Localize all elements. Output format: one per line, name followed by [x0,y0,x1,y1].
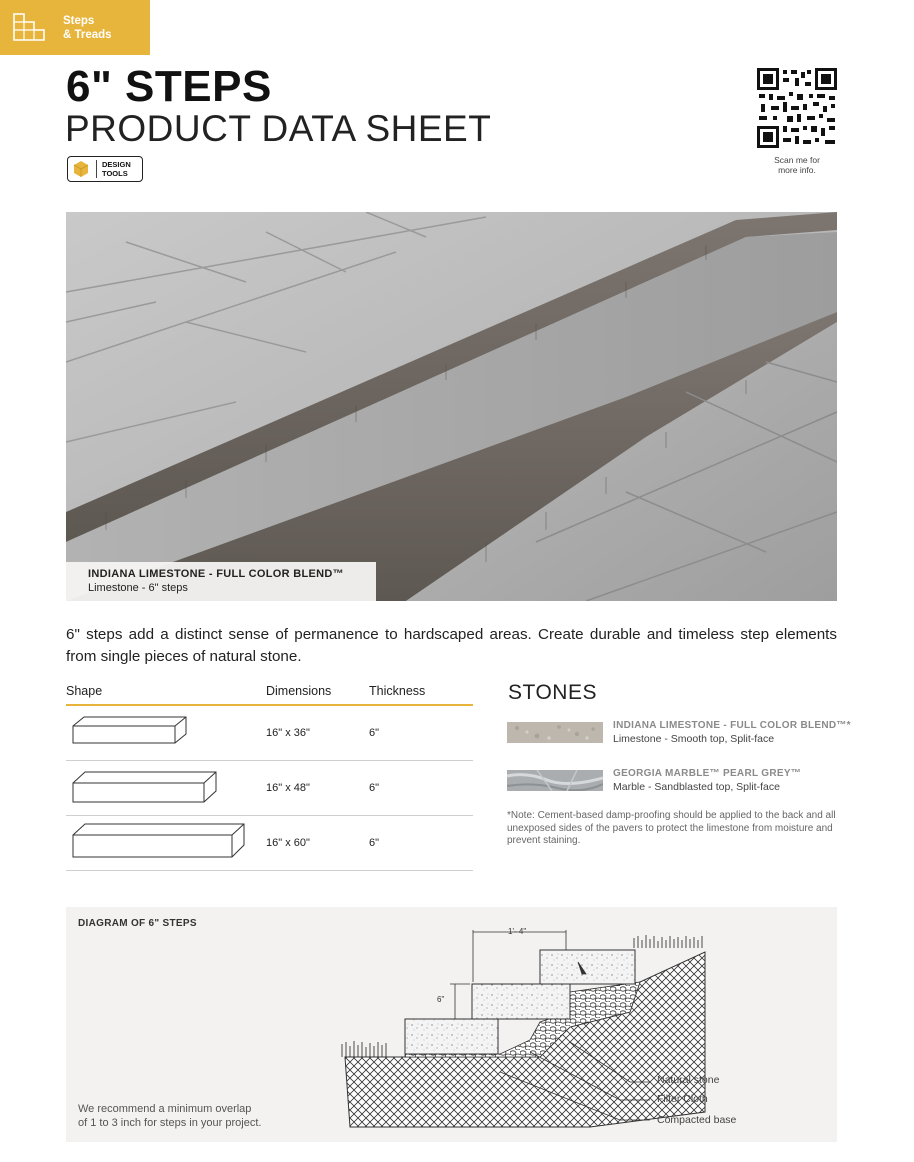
table-row-divider [66,815,473,816]
category-tab[interactable] [0,0,150,55]
category-tab-label [63,14,112,42]
photo-caption [66,562,376,601]
table-header-dimensions: Dimensions [266,684,332,698]
design-tools-label [102,160,138,178]
cube-icon [70,158,92,180]
stone-1-desc: Limestone - Smooth top, Split-face [613,733,775,745]
shape-16x60-icon [72,823,246,858]
diagram-footnote [78,1102,261,1130]
diagram-label-compacted-base: Compacted base [657,1114,737,1126]
category-tab-line1: Steps [63,15,95,27]
table-header-thickness: Thickness [369,684,426,698]
diagram-title: DIAGRAM OF 6" STEPS [78,918,197,929]
table-row-2-dimensions: 16" x 48" [266,782,310,794]
qr-caption [757,155,837,175]
photo-caption-subtitle: Limestone - 6" steps [88,582,188,594]
steps-icon [12,12,50,44]
stone-2-name: GEORGIA MARBLE™ PEARL GREY™ [613,768,802,779]
swatch-indiana-limestone[interactable] [507,722,603,743]
table-row-2-thickness: 6" [369,782,380,794]
intro-paragraph: 6" steps add a distinct sense of permanence to hardscaped areas. Create durable and timeless step elements from single pieces of natural stone. [66,626,837,665]
stones-title: STONES [508,681,597,704]
design-tools-divider [96,160,97,178]
table-header-rule [66,704,473,706]
stones-note: *Note: Cement-based damp-proofing should be applied to the back and all unexposed sides of the pavers to protect the limestone from moisture and prevent staining. [507,810,836,846]
design-tools-line2: TOOLS [102,169,128,178]
page-subtitle: PRODUCT DATA SHEET [65,108,492,149]
photo-caption-title: INDIANA LIMESTONE - FULL COLOR BLEND™ [88,568,344,580]
diagram-footnote-line1: We recommend a minimum overlap [78,1103,252,1115]
diagram-dim-width: 1'- 4" [508,927,527,936]
shape-16x48-icon [72,771,218,803]
table-row-divider [66,760,473,761]
table-row-3-thickness: 6" [369,837,380,849]
diagram-label-filter-cloth: Filter Cloth [657,1093,708,1105]
table-row-3-dimensions: 16" x 60" [266,837,310,849]
diagram-footnote-line2: of 1 to 3 inch for steps in your project. [78,1117,262,1129]
category-tab-line2: & Treads [63,29,112,41]
table-header-shape: Shape [66,684,103,698]
design-tools-button[interactable] [67,156,143,182]
qr-caption-line1: Scan me for [774,155,820,165]
shape-16x36-icon [72,716,188,744]
table-row-1-thickness: 6" [369,727,380,739]
diagram-dim-height: 6" [437,995,445,1004]
design-tools-line1: DESIGN [102,160,131,169]
diagram-label-natural-stone: Natural stone [657,1074,720,1086]
qr-code[interactable] [757,68,837,148]
table-row-divider [66,870,473,871]
page-title: 6" STEPS [66,62,272,111]
hero-photo-illustration [66,212,837,601]
table-row-1-dimensions: 16" x 36" [266,727,310,739]
qr-caption-line2: more info. [778,165,816,175]
stone-2-desc: Marble - Sandblasted top, Split-face [613,781,780,793]
stone-1-name: INDIANA LIMESTONE - FULL COLOR BLEND™* [613,720,851,731]
swatch-georgia-marble[interactable] [507,770,603,791]
hero-photo [66,212,837,601]
